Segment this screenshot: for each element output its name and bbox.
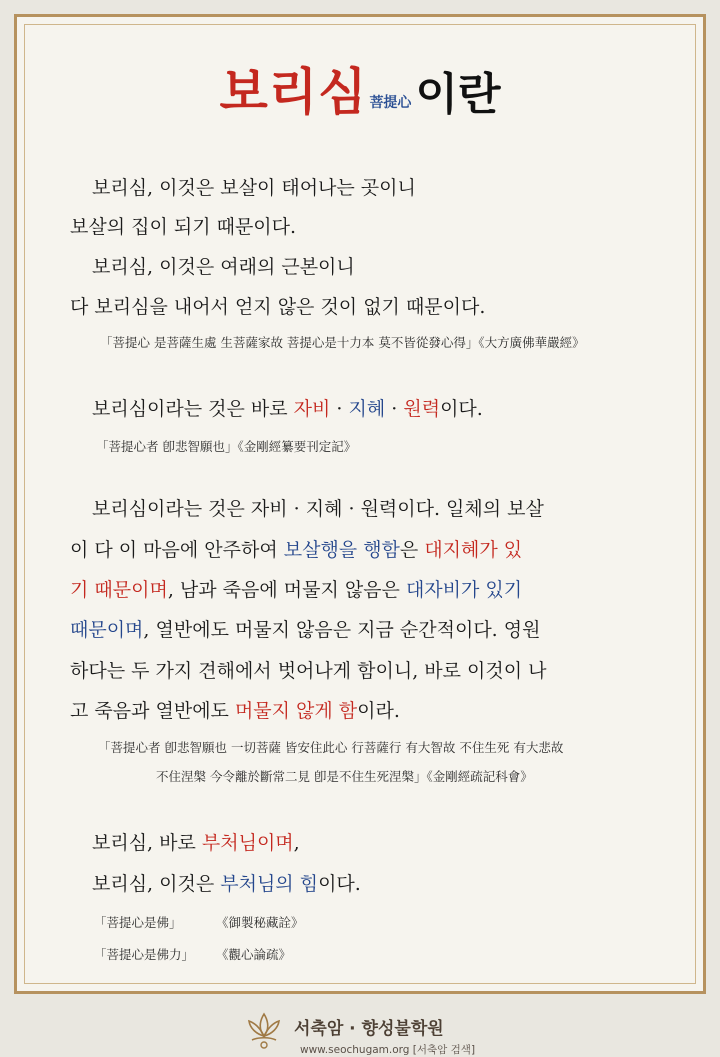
- section2-line: [92, 394, 483, 421]
- section3-line2-a: 이 다 이 마음에 안주하여: [70, 539, 284, 561]
- section3-line4: [70, 615, 540, 642]
- section4-line2-a: 보리심, 이것은: [92, 873, 221, 895]
- section4-source2-quote: 「菩提心是佛力」: [94, 947, 195, 962]
- footer: [0, 1004, 720, 1054]
- section4-line1: [92, 828, 300, 855]
- section2-word-wisdom: 지혜: [348, 398, 386, 420]
- section2-suffix: 이다.: [440, 398, 483, 420]
- section2-word-vow: 원력: [403, 398, 441, 420]
- footer-url[interactable]: www.seochugam.org [서축암 검색]: [300, 1044, 476, 1056]
- section3-line6-c: 이라.: [357, 700, 400, 722]
- footer-org-name: 서축암 · 향성불학원: [294, 1019, 444, 1039]
- section1-line2: 보살의 집이 되기 때문이다.: [70, 216, 297, 238]
- section4-source1-quote: 「菩提心是佛」: [94, 915, 182, 930]
- section1-line4: 다 보리심을 내어서 얻지 않은 것이 없기 때문이다.: [70, 296, 486, 318]
- section3-line4-a: 때문이며: [70, 619, 144, 641]
- title-hanja: 菩提心: [369, 95, 412, 111]
- section3-line2-d: 대지혜가 있: [424, 539, 523, 561]
- section3-line6-a: 고 죽음과 열반에도: [70, 700, 235, 722]
- section1-line3: 보리심, 이것은 여래의 근본이니: [92, 256, 355, 278]
- section4-line2-b: 부처님의 힘: [220, 873, 319, 895]
- section3-line6: [70, 696, 400, 723]
- section4-line2-c: 이다.: [318, 873, 361, 895]
- section2-source: 「菩提心者 卽悲智願也」《金剛經纂要刊定記》: [96, 439, 357, 454]
- section4-line1-a: 보리심, 바로: [92, 832, 202, 854]
- section3-source-line1: 「菩提心者 卽悲智願也 一切菩薩 皆安住此心 行菩薩行 有大智故 不住生死 有大悲故: [98, 740, 564, 755]
- section3-line2-c: 은: [399, 539, 425, 561]
- section1-line1: 보리심, 이것은 보살이 태어나는 곳이니: [92, 177, 416, 199]
- section1-source: 「菩提心 是菩薩生處 生菩薩家故 菩提心是十力本 莫不皆從發心得」《大方廣佛華嚴經》: [100, 335, 585, 350]
- section3-line1: 보리심이라는 것은 자비 · 지혜 · 원력이다. 일체의 보살: [92, 498, 544, 520]
- title-main: 보리심: [219, 63, 368, 121]
- section3-line3-c: 대자비가 있기: [405, 579, 523, 601]
- section3-line2-b: 보살행을 행함: [283, 539, 400, 561]
- title-suffix: 이란: [415, 69, 501, 120]
- section3-line3-b: , 남과 죽음에 머물지 않음은: [167, 579, 406, 601]
- section2-sep2: ·: [385, 398, 404, 420]
- section2-sep1: ·: [330, 398, 349, 420]
- section2-prefix: 보리심이라는 것은 바로: [92, 398, 294, 420]
- section3-line5: 하다는 두 가지 견해에서 벗어나게 함이니, 바로 이것이 나: [70, 660, 547, 682]
- lotus-emblem-icon: [244, 1010, 284, 1050]
- section2-word-mercy: 자비: [293, 398, 331, 420]
- section4-source1-title: 《御製秘藏詮》: [216, 915, 304, 930]
- section3-line3: [70, 575, 522, 602]
- section3-line4-b: , 열반에도 머물지 않음은 지금 순간적이다. 영원: [143, 619, 541, 641]
- section3-line6-b: 머물지 않게 함: [234, 700, 358, 722]
- page-title: [0, 52, 720, 124]
- section4-line2: [92, 869, 361, 896]
- section3-line2: [70, 535, 522, 562]
- section4-line1-c: ,: [293, 832, 300, 854]
- section4-source2-title: 《觀心論疏》: [216, 947, 292, 962]
- section3-source-line2: 不住涅槃 今令離於斷常二見 卽是不住生死涅槃」《金剛經疏記科會》: [156, 769, 533, 784]
- section3-line3-a: 기 때문이며: [70, 579, 168, 601]
- section4-line1-b: 부처님이며: [201, 832, 294, 854]
